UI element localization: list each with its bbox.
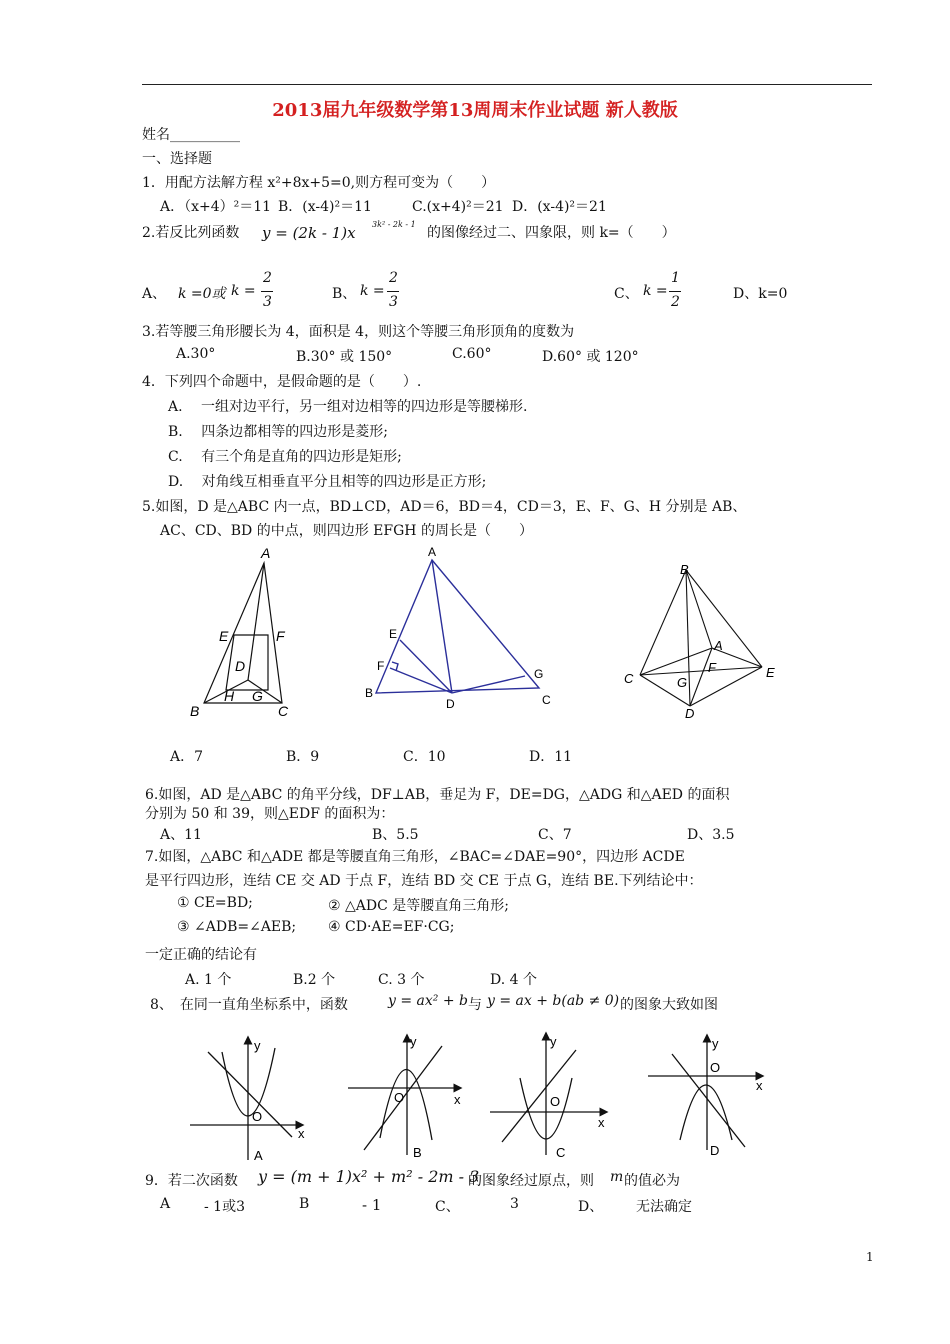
q8-stem-mid: 与 [468, 997, 482, 1013]
figure-q5 [180, 540, 300, 725]
fig5-label-e: E [219, 628, 229, 644]
fig6-label-a: A [428, 545, 437, 559]
q8c-origin-label: O [550, 1094, 561, 1109]
q7-stem-line2: 是平行四边形，连结 CE 交 AD 于点 F，连结 BD 交 CE 于点 G，连结 BE.下列结论中： [145, 873, 703, 889]
q2-option-d: D、k=0 [733, 286, 788, 302]
q8b-graph-label: B [413, 1145, 422, 1160]
q8d-origin-label: O [710, 1060, 721, 1075]
fig5-label-b: B [190, 703, 200, 719]
q2-option-c-num: 1 [671, 270, 680, 286]
q8c-x-label: x [598, 1115, 605, 1130]
q5-option-d: D．11 [529, 749, 573, 765]
q8d-graph-label: D [710, 1143, 720, 1158]
q9-option-c-label: C、 [435, 1199, 460, 1215]
q7-option-b: B.2 个 [293, 972, 336, 988]
fig5-label-h: H [224, 688, 235, 704]
fig7-label-g: G [677, 675, 688, 690]
q9-option-b-value: - 1 [362, 1196, 382, 1214]
q2-option-a-den: 3 [263, 294, 272, 310]
q3-option-b: B.30° 或 150° [296, 349, 393, 365]
q8a-x-label: x [298, 1126, 305, 1141]
q4-stem: 4．下列四个命题中，是假命题的是（ ）. [142, 374, 422, 390]
fig6-label-c: C [542, 693, 551, 707]
fig5-quadrilateral-efgh [226, 635, 268, 690]
q6-stem-line1: 6.如图，AD 是△ABC 的角平分线，DF⊥AB，垂足为 F，DE=DG，△ADG 和△AED 的面积 [145, 787, 730, 803]
q8b-parabola [380, 1069, 432, 1140]
q1-option-c: C.(x+4)²＝21 [412, 199, 504, 215]
q9-option-c-value: 3 [510, 1196, 519, 1212]
q6-option-b: B、5.5 [372, 827, 419, 843]
q5-option-b: B．9 [286, 749, 320, 765]
q8-formula-2: y = ax + b(ab ≠ 0) [487, 993, 620, 1009]
q8a-line [208, 1052, 292, 1137]
q8b-y-label: y [410, 1034, 417, 1049]
q8a-y-label: y [254, 1038, 261, 1053]
q8-graph-d [648, 1038, 760, 1150]
q2-option-b-k: k = [360, 283, 385, 299]
q1-option-b: B．(x-4)²＝11 [278, 199, 372, 215]
q2-option-c-label: C、 [614, 286, 639, 302]
fig6-segment-de [400, 640, 452, 693]
q2-option-b-den: 3 [389, 294, 398, 310]
q8d-line [672, 1054, 745, 1147]
q8c-graph-label: C [556, 1145, 566, 1160]
q8a-origin-label: O [252, 1109, 263, 1124]
q3-stem: 3.若等腰三角形腰长为 4，面积是 4，则这个等腰三角形顶角的度数为 [142, 324, 575, 340]
q7-stem-line1: 7.如图，△ABC 和△ADE 都是等腰直角三角形，∠BAC=∠DAE=90°，四边形 ACDE [145, 849, 685, 865]
fig7-segment-ad [690, 648, 712, 706]
fig7-segment-de [690, 667, 762, 706]
fig7-label-d: D [685, 706, 695, 720]
section-heading: 一、选择题 [142, 151, 212, 167]
q4-option-a: A. 一组对边平行，另一组对边相等的四边形是等腰梯形. [168, 399, 528, 415]
q6-option-c: C、7 [538, 827, 572, 843]
q8d-y-label: y [712, 1036, 719, 1051]
q7-conclusion-1: ① CE=BD; [177, 895, 253, 911]
fig5-label-f: F [276, 628, 285, 644]
q2-option-c-k: k = [643, 283, 668, 299]
q2-formula: y = (2k - 1)x [262, 224, 356, 242]
q7-option-a: A. 1 个 [185, 972, 232, 988]
fig6-label-b: B [365, 686, 374, 700]
q9-option-b-label: B [299, 1196, 310, 1212]
fig7-label-a: A [714, 638, 723, 653]
q7-option-d: D. 4 个 [490, 972, 537, 988]
q8d-x-label: x [756, 1078, 763, 1093]
q9-stem-end: 的值必为 [624, 1173, 680, 1189]
q8-formula-1: y = ax² + b [388, 993, 468, 1009]
q9-stem-pre: 9．若二次函数 [145, 1173, 238, 1189]
q5-option-c: C．10 [403, 749, 446, 765]
q2-stem-post: 的图像经过二、四象限，则 k=（ ） [427, 225, 676, 241]
q5-option-a: A．7 [170, 749, 204, 765]
q5-stem-line1: 5.如图，D 是△ABC 内一点，BD⊥CD，AD＝6，BD＝4，CD＝3，E、F、G、H 分别是 AB、 [142, 499, 747, 515]
q2-option-c-fraction-bar [669, 291, 681, 292]
q7-option-c: C. 3 个 [378, 972, 425, 988]
q8-graph-a [190, 1040, 300, 1160]
q9-option-d-value: 无法确定 [636, 1199, 692, 1215]
fig5-label-g: G [252, 688, 263, 704]
q8c-y-label: y [550, 1034, 557, 1049]
fig5-label-d: D [235, 658, 246, 674]
fig6-label-g: G [534, 667, 544, 681]
fig6-label-d: D [446, 697, 455, 711]
fig6-segment-df [390, 668, 452, 693]
q6-option-a: A、11 [160, 827, 202, 843]
q8b-x-label: x [454, 1092, 461, 1107]
q2-option-b-fraction-bar [387, 291, 399, 292]
fig7-segment-ba [686, 570, 712, 648]
q2-option-c-den: 2 [671, 294, 680, 310]
q2-option-a-num: 2 [263, 270, 272, 286]
q7-conclusion-4: ④ CD·AE=EF·CG; [328, 919, 455, 935]
q9-m-symbol: m [610, 1169, 624, 1185]
q9-option-a-label: A [160, 1196, 171, 1212]
q8-stem-post: 的图象大致如图 [620, 997, 718, 1013]
q2-option-b-num: 2 [389, 270, 398, 286]
q2-option-a-k: k = [231, 283, 256, 299]
figure-q6 [360, 540, 560, 720]
q2-option-b-label: B、 [332, 286, 357, 302]
q2-exponent: 3k² - 2k - 1 [372, 220, 416, 229]
q2-option-a-fraction-bar [261, 291, 273, 292]
fig7-label-c: C [624, 671, 634, 686]
q1-option-a: A．（x+4）²＝11 [160, 199, 272, 215]
q2-option-a-label: A、 [142, 286, 167, 302]
fig6-label-f: F [377, 659, 385, 673]
q2-option-a-part1: k =0或 [178, 286, 226, 302]
q8b-origin-label: O [394, 1090, 405, 1105]
q1-option-d: D．(x-4)²＝21 [512, 199, 607, 215]
q7-conclusion-2: ② △ADC 是等腰直角三角形; [328, 898, 509, 914]
q2-stem-pre: 2.若反比列函数 [142, 225, 240, 241]
fig5-label-c: C [278, 703, 289, 719]
figure-q7 [615, 555, 785, 720]
q3-option-a: A.30° [176, 346, 216, 362]
fig5-label-a: A [261, 545, 271, 561]
page-title: 2013届九年级数学第13周周末作业试题 新人教版 [272, 100, 678, 121]
fig6-triangle-abc [376, 560, 539, 693]
q4-option-c: C. 有三个角是直角的四边形是矩形; [168, 449, 402, 465]
q6-stem-line2: 分别为 50 和 39，则△EDF 的面积为： [145, 806, 395, 822]
q6-option-d: D、3.5 [687, 827, 735, 843]
fig7-segment-bc [640, 570, 686, 675]
q3-option-d: D.60° 或 120° [542, 349, 639, 365]
q8-graphs [185, 1030, 795, 1165]
fig6-label-e: E [389, 627, 398, 641]
q4-option-d: D. 对角线互相垂直平分且相等的四边形是正方形; [168, 474, 487, 490]
page-number: 1 [866, 1250, 874, 1264]
q9-option-d-label: D、 [578, 1199, 604, 1215]
header-rule [142, 84, 872, 85]
q7-stem-line3: 一定正确的结论有 [145, 947, 257, 963]
name-field-label: 姓名__________ [142, 127, 240, 143]
q3-option-c: C.60° [452, 346, 492, 362]
q5-stem-line2: AC、CD、BD 的中点，则四边形 EFGH 的周长是（ ） [160, 523, 533, 539]
q9-option-a-value: - 1或3 [204, 1199, 245, 1215]
q8d-parabola [680, 1085, 732, 1140]
fig7-label-b: B [680, 562, 689, 577]
q8a-graph-label: A [254, 1148, 263, 1163]
fig7-label-e: E [766, 665, 775, 680]
q7-conclusion-3: ③ ∠ADB=∠AEB; [177, 919, 297, 935]
q4-option-b: B. 四条边都相等的四边形是菱形; [168, 424, 388, 440]
q8-graph-c [490, 1036, 604, 1155]
q9-stem-post: 的图象经过原点，则 [468, 1173, 594, 1189]
fig6-segment-dg [452, 676, 525, 693]
q9-formula: y = (m + 1)x² + m² - 2m - 3 [258, 1167, 480, 1186]
q8c-line [502, 1050, 576, 1142]
q1-stem: 1．用配方法解方程 x²+8x+5=0,则方程可变为（ ） [142, 175, 496, 191]
q8-stem-pre: 8、 在同一直角坐标系中，函数 [150, 997, 348, 1013]
fig7-label-f: F [708, 660, 716, 675]
